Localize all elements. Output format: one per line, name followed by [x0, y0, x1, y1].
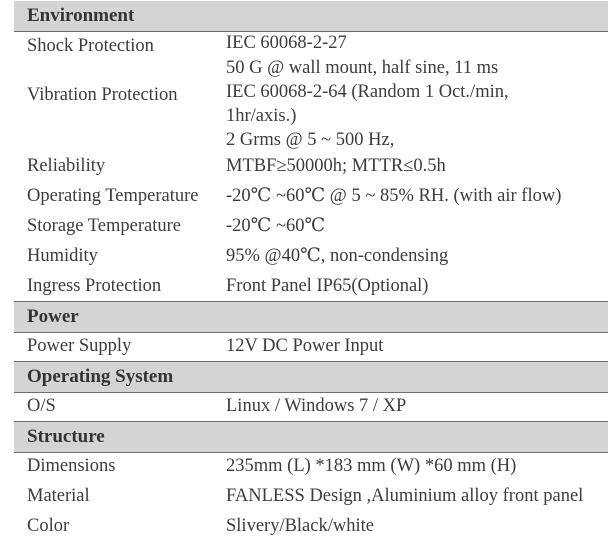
row-value-shock-protection-line-1: IEC 60068-2-27	[226, 33, 347, 53]
row-value-material: FANLESS Design ,Aluminium alloy front panel	[226, 486, 584, 506]
row-value-power-supply: 12V DC Power Input	[226, 336, 384, 356]
row-label-dimensions: Dimensions	[27, 456, 116, 476]
section-header-environment: Environment	[14, 1, 608, 31]
row-value-ingress-protection: Front Panel IP65(Optional)	[226, 276, 429, 296]
section-header-power: Power	[14, 302, 608, 332]
row-label-color: Color	[27, 516, 70, 536]
row-value-humidity: 95% @40℃, non-condensing	[226, 246, 449, 266]
row-label-ingress-protection: Ingress Protection	[27, 276, 162, 296]
row-label-storage-temperature: Storage Temperature	[27, 216, 182, 236]
section-divider	[14, 392, 608, 393]
row-value-vibration-protection-line-1: IEC 60068-2-64 (Random 1 Oct./min,	[226, 82, 509, 102]
row-label-humidity: Humidity	[27, 246, 98, 266]
row-value-dimensions: 235mm (L) *183 mm (W) *60 mm (H)	[226, 456, 517, 476]
row-label-os: O/S	[27, 396, 56, 416]
section-divider	[14, 332, 608, 333]
row-label-vibration-protection: Vibration Protection	[27, 85, 178, 105]
row-value-color: Slivery/Black/white	[226, 516, 374, 536]
section-header-structure: Structure	[14, 422, 608, 452]
row-label-power-supply: Power Supply	[27, 336, 132, 356]
row-value-storage-temperature: -20℃ ~60℃	[226, 216, 326, 236]
row-label-material: Material	[27, 486, 90, 506]
row-value-operating-temperature: -20℃ ~60℃ @ 5 ~ 85% RH. (with air flow)	[226, 186, 562, 206]
row-label-reliability: Reliability	[27, 156, 106, 176]
section-divider	[14, 452, 608, 453]
row-value-reliability: MTBF≥50000h; MTTR≤0.5h	[226, 156, 446, 176]
row-label-operating-temperature: Operating Temperature	[27, 186, 199, 206]
row-value-vibration-protection-line-2: 1hr/axis.)	[226, 106, 297, 126]
row-value-vibration-protection-line-3: 2 Grms @ 5 ~ 500 Hz,	[226, 130, 395, 150]
row-value-shock-protection-line-2: 50 G @ wall mount, half sine, 11 ms	[226, 58, 499, 78]
row-value-os: Linux / Windows 7 / XP	[226, 396, 407, 416]
row-label-shock-protection: Shock Protection	[27, 36, 154, 56]
section-header-operating-system: Operating System	[14, 362, 608, 392]
